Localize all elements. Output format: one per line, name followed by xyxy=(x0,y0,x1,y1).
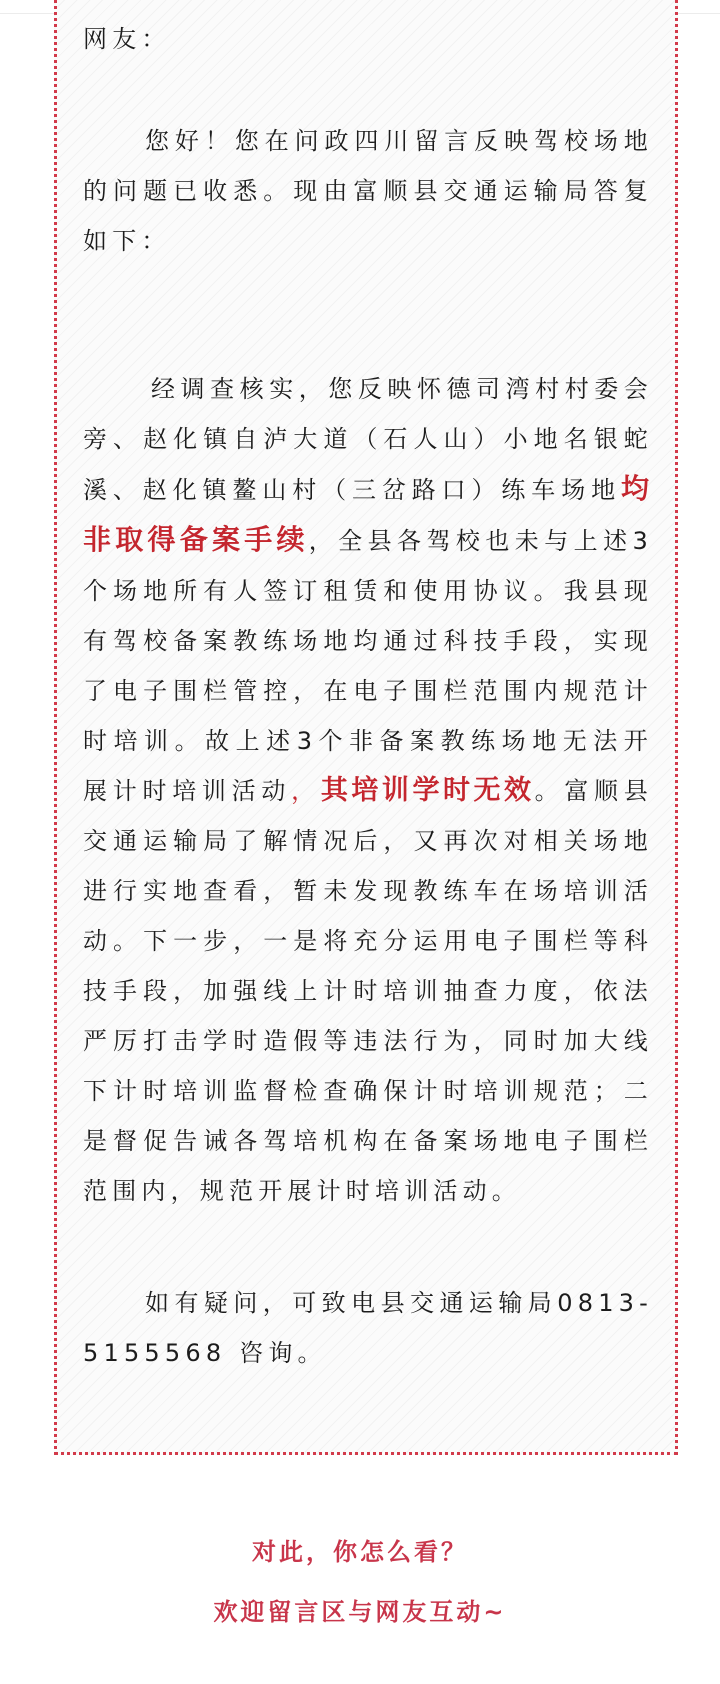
reply-letter-box xyxy=(54,0,678,1455)
footer-invite: 欢迎留言区与网友互动~ xyxy=(213,1598,507,1626)
comment-invitation xyxy=(0,1538,720,1658)
main-text-part1: 经调查核实，您反映怀德司湾村村委会旁、赵化镇自泸大道（石人山）小地名银蛇溪、赵化镇鳌山村（三岔路口）练车场地 xyxy=(83,375,653,504)
main-reply-paragraph xyxy=(83,364,653,1216)
greeting-paragraph: 您好！您在问政四川留言反映驾校场地的问题已收悉。现由富顺县交通运输局答复如下： xyxy=(83,127,653,255)
main-text-part2: ，全县各驾校也未与上述3个场地所有人签订租赁和使用协议。我县现有驾校备案教练场地均通过科技手段，实现了电子围栏管控，在电子围栏范围内规范计时培训。故上述3个非备案教练场地无法开展计时培训活动 xyxy=(83,527,653,805)
main-text-part3: 。富顺县交通运输局了解情况后，又再次对相关场地进行实地查看，暂未发现教练车在场培训活动。下一步，一是将充分运用电子围栏等科技手段，加强线上计时培训抽查力度，依法严厉打击学时造假等违法行为，同时加大线下计时培训监督检查确保计时培训规范；二是督促告诫各驾培机构在备案场地电子围栏范围内，规范开展计时培训活动。 xyxy=(83,777,653,1205)
footer-question: 对此，你怎么看？ xyxy=(252,1538,468,1566)
contact-paragraph: 如有疑问，可致电县交通运输局0813-5155568 咨询。 xyxy=(83,1289,653,1367)
highlight-no-filing: 均非取得备案手续 xyxy=(83,472,653,556)
highlight-comma: ， xyxy=(291,777,321,805)
reply-letter-text xyxy=(83,14,653,1378)
highlight-hours-invalid: 其培训学时无效 xyxy=(320,775,535,806)
salutation: 网友： xyxy=(83,25,171,53)
